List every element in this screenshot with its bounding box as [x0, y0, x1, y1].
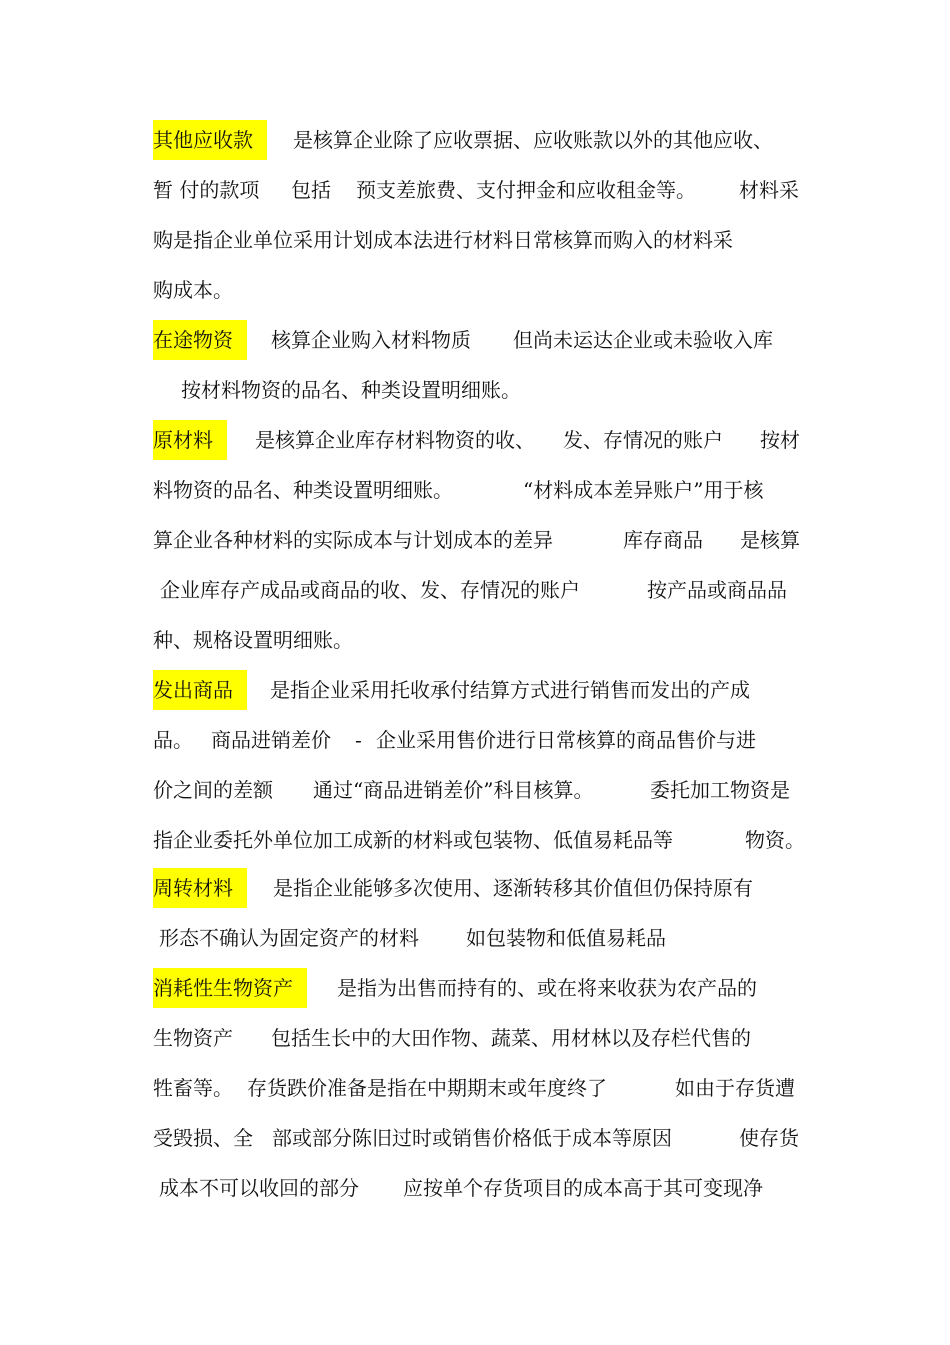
text-segment: 使存货: [739, 1126, 799, 1150]
text-segment: 生物资产: [153, 1026, 233, 1050]
text-segment: 种、规格设置明细账。: [153, 628, 353, 652]
text-segment: 应按单个存货项目的成本高于其可变现净: [403, 1176, 763, 1200]
text-segment: 是指企业能够多次使用、逐渐转移其价值但仍保持原有: [273, 876, 753, 900]
highlighted-term: 周转材料: [153, 868, 247, 908]
text-segment: 委托加工物资是: [650, 778, 790, 802]
text-segment: “材料成本差异账户”用于核: [523, 478, 764, 502]
text-segment: 是核算企业除了应收票据、应收账款以外的其他应收、: [293, 128, 773, 152]
text-segment: 材料采: [739, 178, 799, 202]
text-segment: 企业采用售价进行日常核算的商品售价与进: [376, 728, 756, 752]
highlighted-term: 发出商品: [153, 670, 247, 710]
text-segment: 存货跌价准备是指在中期期末或年度终了: [247, 1076, 607, 1100]
highlighted-term: 原材料: [153, 420, 227, 460]
text-segment: 算企业各种材料的实际成本与计划成本的差异: [153, 528, 553, 552]
text-segment: 价之间的差额: [153, 778, 273, 802]
text-segment: 物资。: [745, 828, 805, 852]
text-segment: 料物资的品名、种类设置明细账。: [153, 478, 453, 502]
text-segment: 牲畜等。: [153, 1076, 233, 1100]
text-segment: 部或部分陈旧过时或销售价格低于成本等原因: [272, 1126, 672, 1150]
text-segment: -: [355, 728, 362, 752]
text-segment: 品。: [153, 728, 193, 752]
text-segment: 暂 付的款项: [153, 178, 260, 202]
text-segment: 预支差旅费、支付押金和应收租金等。: [356, 178, 696, 202]
text-segment: 商品进销差价: [211, 728, 331, 752]
text-segment: 核算企业购入材料物质: [271, 328, 471, 352]
text-segment: 按材料物资的品名、种类设置明细账。: [181, 378, 521, 402]
text-segment: 按产品或商品品: [647, 578, 787, 602]
text-segment: 是指企业采用托收承付结算方式进行销售而发出的产成: [270, 678, 750, 702]
text-segment: 成本不可以收回的部分: [159, 1176, 359, 1200]
text-segment: 库存商品: [623, 528, 703, 552]
text-segment: 指企业委托外单位加工成新的材料或包装物、低值易耗品等: [153, 828, 673, 852]
text-segment: 包括生长中的大田作物、蔬菜、用材林以及存栏代售的: [271, 1026, 751, 1050]
text-segment: 企业库存产成品或商品的收、发、存情况的账户: [160, 578, 580, 602]
text-segment: 购成本。: [153, 278, 233, 302]
text-segment: 通过“商品进销差价”科目核算。: [313, 778, 594, 802]
text-segment: 形态不确认为固定资产的材料: [159, 926, 419, 950]
text-segment: 发、存情况的账户: [563, 428, 723, 452]
text-segment: 是核算企业库存材料物资的收、: [255, 428, 535, 452]
highlighted-term: 消耗性生物资产: [153, 968, 307, 1008]
text-segment: 包括: [291, 178, 331, 202]
text-segment: 是指为出售而持有的、或在将来收获为农产品的: [337, 976, 757, 1000]
text-segment: 按材: [760, 428, 800, 452]
text-segment: 受毁损、全: [153, 1126, 253, 1150]
text-segment: 但尚未运达企业或未验收入库: [513, 328, 773, 352]
text-segment: 如由于存货遭: [675, 1076, 795, 1100]
text-segment: 如包装物和低值易耗品: [466, 926, 666, 950]
text-segment: 是核算: [740, 528, 800, 552]
text-segment: 购是指企业单位采用计划成本法进行材料日常核算而购入的材料采: [153, 228, 733, 252]
highlighted-term: 在途物资: [153, 320, 247, 360]
highlighted-term: 其他应收款: [153, 120, 267, 160]
